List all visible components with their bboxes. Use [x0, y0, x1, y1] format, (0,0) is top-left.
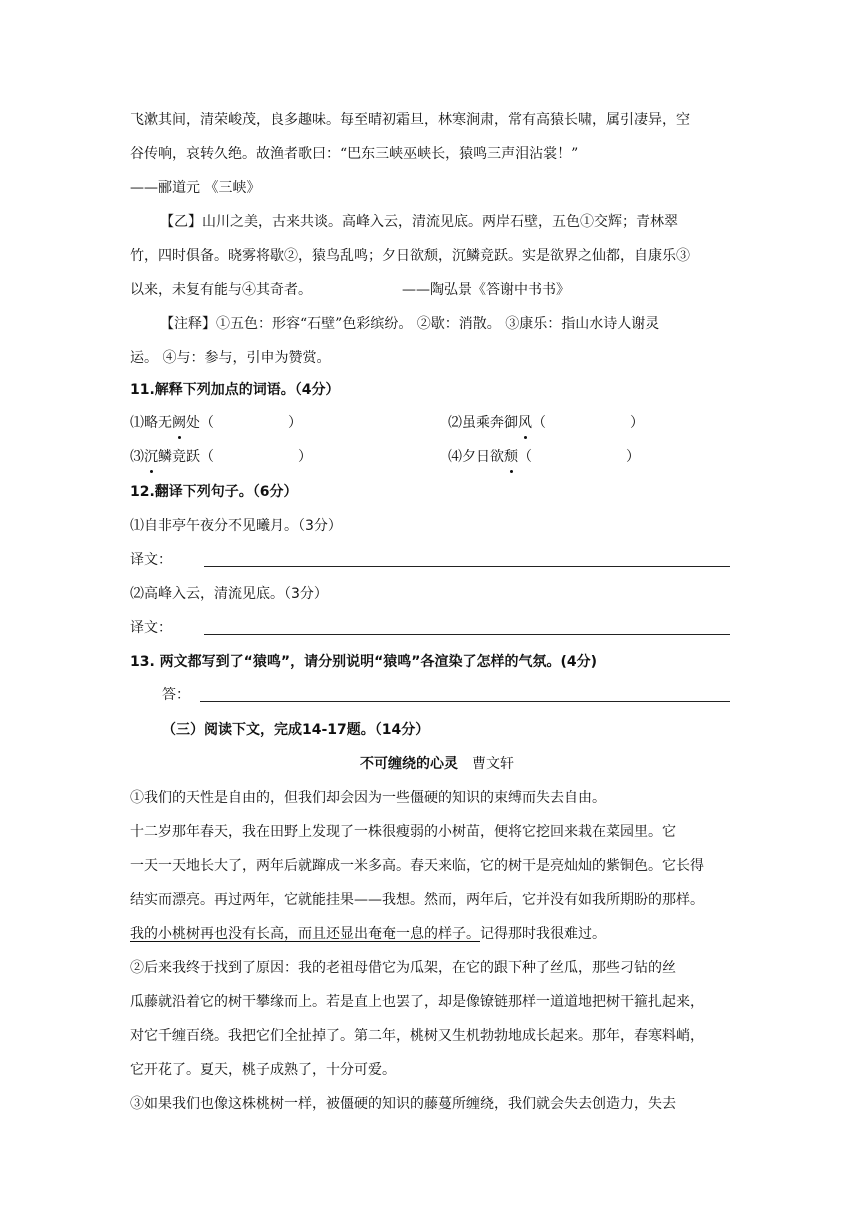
passage-yi-line-2: 竹，四时俱备。晓雾将歇②，猿鸟乱鸣；夕日欲颓，沉鳞竞跃。实是欲界之仙都，自康乐③ [130, 248, 690, 264]
q11-item-1-dotted-char: 阙 [172, 415, 186, 431]
q12-sentence-2: ⑵高峰入云，清流见底。（3分） [130, 586, 328, 602]
q12-translation-label-1: 译文： [130, 552, 172, 568]
q11-item-3-post: 鳞竞跃（ [158, 449, 214, 465]
q11-item-4-post: （ [518, 449, 532, 465]
article-paragraph-3-line-4: 它开花了。夏天，桃子成熟了，十分可爱。 [130, 1062, 396, 1078]
q11-item-1-close: ） [288, 415, 302, 431]
article-paragraph-2-line-3: 结实而漂亮。再过两年，它就能挂果——我想。然而，两年后，它并没有如我所期盼的那样。 [130, 892, 704, 908]
passage-jia-line-2: 谷传响，哀转久绝。故渔者歌曰：“巴东三峡巫峡长，猿鸣三声泪沾裳！” [130, 146, 579, 162]
q11-item-4 [448, 447, 640, 467]
passage-jia-attribution: ——郦道元 《三峡》 [130, 180, 261, 196]
notes-line-2: 运。 ④与：参与，引申为赞赏。 [130, 350, 331, 366]
q11-item-4-pre: ⑷夕日欲 [448, 449, 504, 465]
article-paragraph-2-line-4 [130, 924, 606, 944]
passage-yi-attribution: ——陶弘景《答谢中书书》 [402, 282, 570, 298]
q12-sentence-1: ⑴自非亭午夜分不见曦月。（3分） [130, 518, 342, 534]
q11-item-1 [130, 413, 302, 433]
q11-item-2-dotted-char: 风 [518, 415, 532, 431]
article-paragraph-3-line-2: 瓜藤就沿着它的树干攀缘而上。若是直上也罢了，却是像镣链那样一道道地把树干箍扎起来， [130, 994, 704, 1010]
q11-item-3-pre: ⑶ [130, 449, 144, 465]
passage-jia-line-1: 飞漱其间，清荣峻茂，良多趣味。每至晴初霜旦，林寒涧肃，常有高猿长啸，属引凄异，空 [130, 112, 690, 128]
article-paragraph-1: ①我们的天性是自由的，但我们却会因为一些僵硬的知识的束缚而失去自由。 [130, 790, 606, 806]
article-paragraph-4-line-1: ③如果我们也像这株桃树一样，被僵硬的知识的藤蔓所缠绕，我们就会失去创造力，失去 [130, 1096, 676, 1112]
article-title: 不可缠绕的心灵 [360, 756, 458, 772]
article-author: 曹文轩 [472, 756, 514, 772]
question-13-title: 13. 两文都写到了“猿鸣”，请分别说明“猿鸣”各渲染了怎样的气氛。(4分) [130, 654, 598, 670]
q13-answer-label: 答： [162, 687, 190, 703]
q12-translation-label-2: 译文： [130, 620, 172, 636]
q11-item-2-pre: ⑵虽乘奔御 [448, 415, 518, 431]
passage-yi-line-1: 【乙】山川之美，古来共谈。高峰入云，清流见底。两岸石壁，五色①交辉；青林翠 [160, 214, 678, 230]
paragraph-2-tail: 记得那时我很难过。 [480, 926, 606, 942]
article-paragraph-3-line-1: ②后来我终于找到了原因：我的老祖母借它为瓜架，在它的跟下种了丝瓜，那些刁钻的丝 [130, 960, 676, 976]
article-heading [360, 754, 514, 774]
q11-item-3-dotted-char: 沉 [144, 449, 158, 465]
question-12-title: 12.翻译下列句子。（6分） [130, 484, 298, 500]
q11-item-4-close: ） [626, 449, 640, 465]
passage-yi-line-3: 以来，未复有能与④其奇者。 [130, 282, 312, 298]
article-paragraph-2-line-2: 一天一天地长大了，两年后就蹿成一米多高。春天来临，它的树干是亮灿灿的紫铜色。它长得 [130, 858, 704, 874]
article-paragraph-3-line-3: 对它千缠百绕。我把它们全扯掉了。第二年，桃树又生机勃勃地成长起来。那年，春寒料峭， [130, 1028, 704, 1044]
question-11-title: 11.解释下列加点的词语。（4分） [130, 382, 340, 398]
q11-item-1-pre: ⑴略无 [130, 415, 172, 431]
article-paragraph-2-line-1: 十二岁那年春天，我在田野上发现了一株很瘦弱的小树苗，便将它挖回来栽在菜园里。它 [130, 824, 676, 840]
q11-item-1-post: 处（ [186, 415, 214, 431]
q11-item-4-dotted-char: 颓 [504, 449, 518, 465]
underlined-sentence: 我的小桃树再也没有长高，而且还显出奄奄一息的样子。 [130, 926, 480, 942]
q11-item-2-close: ） [630, 415, 644, 431]
q12-answer-line-1[interactable] [204, 566, 730, 567]
q12-answer-line-2[interactable] [204, 634, 730, 635]
section-3-title: （三）阅读下文，完成14-17题。（14分） [162, 722, 430, 738]
notes-line-1: 【注释】①五色：形容“石壁”色彩缤纷。 ②歇：消散。 ③康乐：指山水诗人谢灵 [160, 316, 660, 332]
q11-item-2 [448, 413, 644, 433]
q11-item-2-post: （ [532, 415, 546, 431]
q11-item-3 [130, 447, 312, 467]
q11-item-3-close: ） [298, 449, 312, 465]
q13-answer-line[interactable] [200, 701, 730, 702]
